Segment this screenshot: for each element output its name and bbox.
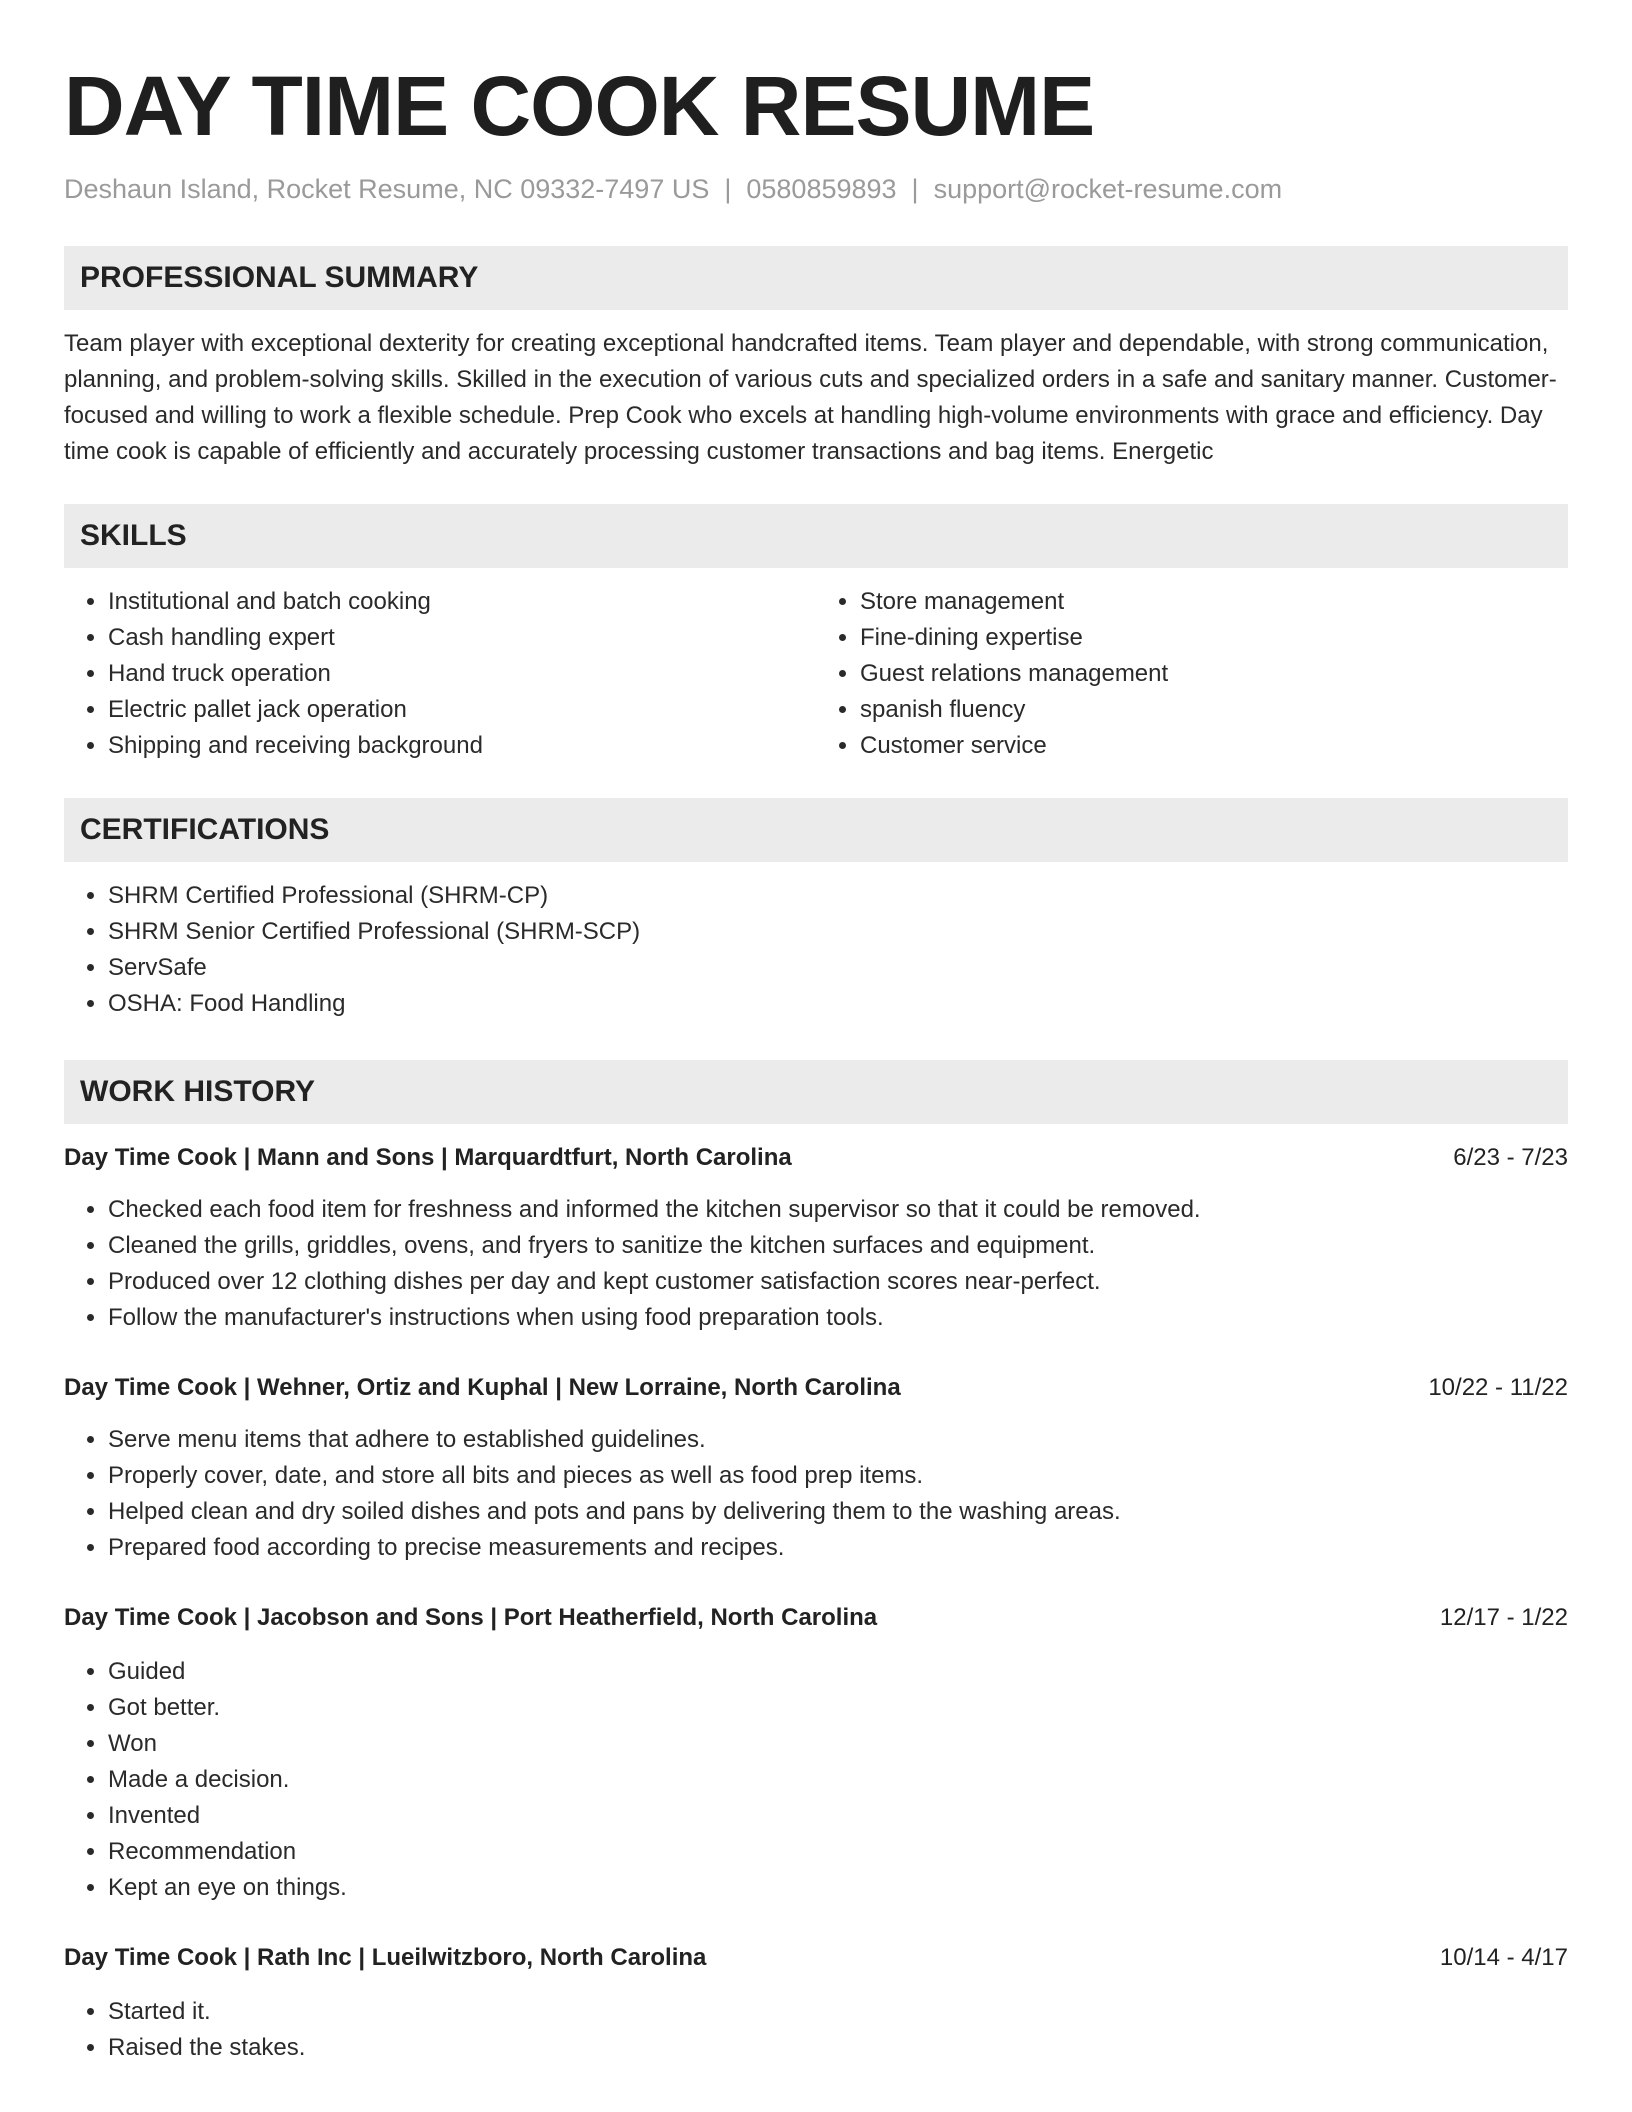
job-header — [64, 1370, 1568, 1406]
certifications-list — [64, 878, 1568, 1022]
skill-item: • Shipping and receiving background — [108, 728, 816, 764]
certification-item: • SHRM Senior Certified Professional (SHRM-SCP) — [108, 914, 1568, 950]
job-title: Day Time Cook | Rath Inc | Lueilwitzboro, North Carolina — [64, 1944, 707, 1971]
job-bullet: • Started it. — [108, 1994, 1568, 2030]
certification-item: • SHRM Certified Professional (SHRM-CP) — [108, 878, 1568, 914]
section-heading-work-history: WORK HISTORY — [64, 1060, 1568, 1124]
job-bullet: • Properly cover, date, and store all bits and pieces as well as food prep items. — [108, 1458, 1568, 1494]
skill-item: • Cash handling expert — [108, 620, 816, 656]
skills-list-left — [64, 584, 816, 764]
skills-columns — [64, 584, 1568, 764]
job-title: Day Time Cook | Wehner, Ortiz and Kuphal | New Lorraine, North Carolina — [64, 1374, 901, 1401]
job-bullet: • Serve menu items that adhere to established guidelines. — [108, 1422, 1568, 1458]
job-bullet: • Won — [108, 1726, 1568, 1762]
job-entry — [64, 1370, 1568, 1566]
job-bullet: • Raised the stakes. — [108, 2030, 1568, 2066]
contact-address: Deshaun Island, Rocket Resume, NC 09332-7497 US — [64, 174, 710, 204]
contact-email: support@rocket-resume.com — [933, 174, 1283, 204]
section-heading-skills: SKILLS — [64, 504, 1568, 568]
job-bullet: • Got better. — [108, 1690, 1568, 1726]
certification-item: • ServSafe — [108, 950, 1568, 986]
skill-item: • Hand truck operation — [108, 656, 816, 692]
job-header — [64, 1600, 1568, 1636]
job-dates: 12/17 - 1/22 — [1439, 1604, 1568, 1631]
job-bullet: • Helped clean and dry soiled dishes and pots and pans by delivering them to the washing areas. — [108, 1494, 1568, 1530]
contact-phone: 0580859893 — [746, 174, 897, 204]
contact-separator: | — [724, 174, 732, 204]
certification-item: • OSHA: Food Handling — [108, 986, 1568, 1022]
job-entry — [64, 1600, 1568, 1906]
job-header — [64, 1140, 1568, 1176]
job-bullet: • Prepared food according to precise measurements and recipes. — [108, 1530, 1568, 1566]
contact-separator: | — [911, 174, 919, 204]
skill-item: • spanish fluency — [860, 692, 1568, 728]
skills-list-right — [816, 584, 1568, 764]
job-bullet: • Produced over 12 clothing dishes per day and kept customer satisfaction scores near-perfect. — [108, 1264, 1568, 1300]
job-entry — [64, 1140, 1568, 1336]
job-header — [64, 1940, 1568, 1976]
resume-page — [64, 56, 1568, 2066]
job-bullet: • Recommendation — [108, 1834, 1568, 1870]
skill-item: • Guest relations management — [860, 656, 1568, 692]
skill-item: • Fine-dining expertise — [860, 620, 1568, 656]
job-bullet: • Checked each food item for freshness and informed the kitchen supervisor so that it could be removed. — [108, 1192, 1568, 1228]
section-heading-summary: PROFESSIONAL SUMMARY — [64, 246, 1568, 310]
skill-item: • Electric pallet jack operation — [108, 692, 816, 728]
skill-item: • Customer service — [860, 728, 1568, 764]
job-bullet: • Invented — [108, 1798, 1568, 1834]
job-entry — [64, 1940, 1568, 2066]
job-bullet: • Guided — [108, 1654, 1568, 1690]
job-bullet: • Made a decision. — [108, 1762, 1568, 1798]
job-bullet: • Cleaned the grills, griddles, ovens, and fryers to sanitize the kitchen surfaces and equipment. — [108, 1228, 1568, 1264]
skill-item: • Institutional and batch cooking — [108, 584, 816, 620]
job-dates: 6/23 - 7/23 — [1453, 1144, 1568, 1171]
job-title: Day Time Cook | Mann and Sons | Marquardtfurt, North Carolina — [64, 1144, 792, 1171]
resume-title: DAY TIME COOK RESUME — [64, 59, 1095, 153]
skill-item: • Store management — [860, 584, 1568, 620]
job-bullets — [64, 1192, 1568, 1336]
job-bullets — [64, 1994, 1568, 2066]
job-title: Day Time Cook | Jacobson and Sons | Port Heatherfield, North Carolina — [64, 1604, 878, 1631]
job-bullet: • Kept an eye on things. — [108, 1870, 1568, 1906]
job-dates: 10/14 - 4/17 — [1439, 1944, 1568, 1971]
job-bullet: • Follow the manufacturer's instructions when using food preparation tools. — [108, 1300, 1568, 1336]
contact-line — [64, 172, 1568, 206]
job-bullets — [64, 1654, 1568, 1906]
summary-paragraph: Team player with exceptional dexterity for creating exceptional handcrafted items. Team player and dependable, with strong communication, planning, and problem-solving skills. Skilled in the execution of various cuts and specialized orders in a safe and sanitary manner. Customer-focused and willing to work a flexible schedule. Prep Cook who excels at handling high-volume environments with grace and efficiency. Day time cook is capable of efficiently and accurately processing customer transactions and bag items. Energetic — [64, 330, 1557, 465]
job-bullets — [64, 1422, 1568, 1566]
job-dates: 10/22 - 11/22 — [1428, 1374, 1568, 1401]
section-heading-certifications: CERTIFICATIONS — [64, 798, 1568, 862]
